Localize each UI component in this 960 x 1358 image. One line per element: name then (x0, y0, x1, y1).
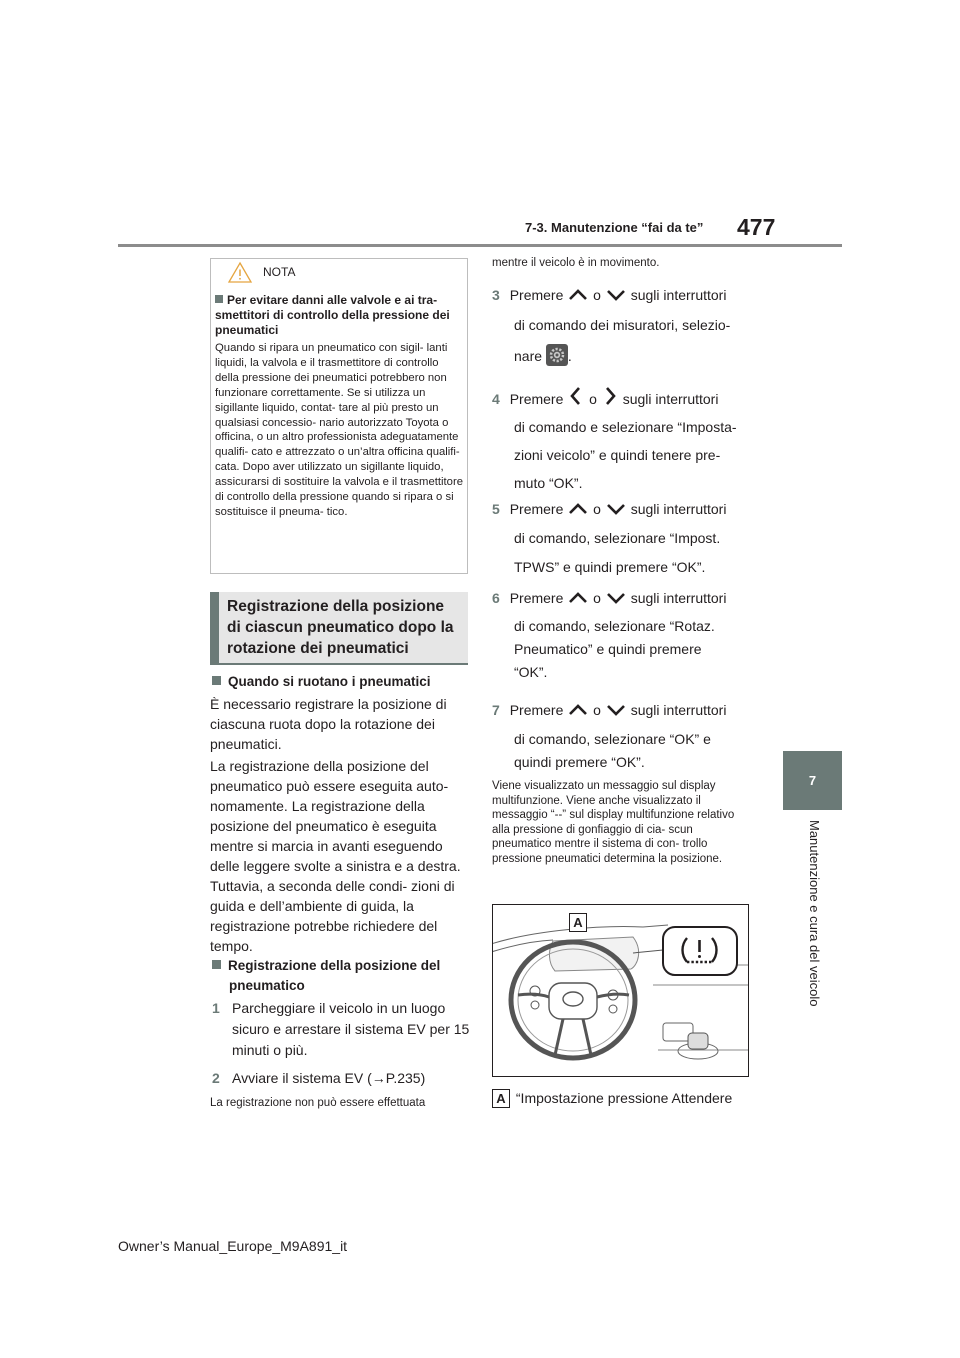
step-5-b: sugli interruttori (630, 501, 727, 517)
step-2-text-a: Avviare il sistema EV ( (232, 1070, 372, 1086)
step-6-e: “OK”. (514, 664, 548, 680)
subheading-rotation (212, 672, 468, 692)
step-6-number: 6 (492, 590, 500, 606)
step-5-number: 5 (492, 501, 500, 517)
chevron-down-icon (605, 590, 627, 606)
bullet-square-icon (215, 295, 223, 303)
step-4-or: o (589, 391, 597, 407)
step-7-or: o (593, 702, 601, 718)
step-6-b: sugli interruttori (630, 590, 727, 606)
page-number: 477 (737, 214, 776, 240)
subheading-registration-text: Registrazione della posizione del pneumatico (228, 958, 441, 993)
step-4-number: 4 (492, 391, 500, 407)
step-6 (492, 587, 752, 684)
heading-rule (210, 663, 468, 665)
step-7-number: 7 (492, 702, 500, 718)
step-3-d: nare (514, 348, 543, 364)
note-box (210, 258, 468, 574)
step-2-number: 2 (212, 1070, 220, 1086)
chevron-up-icon (567, 702, 589, 718)
step-4-b: sugli interruttori (622, 391, 719, 407)
callout-label-a: A (569, 913, 587, 932)
step-6-or: o (593, 590, 601, 606)
step-2-note-a: La registrazione non può essere effettuata (210, 1097, 426, 1109)
chevron-right-icon (601, 385, 619, 407)
steering-wheel-drawing (493, 905, 749, 1077)
step-1-number: 1 (212, 1000, 220, 1016)
paragraph-2: La registrazione della posizione del pneumatico può essere eseguita auto- nomamente. La registrazione della posizione del pneumatico è eseguita mentre si marcia in avanti eseguendo delle leggere svolte a sinistra e a destra. Tuttavia, a seconda delle condi- zioni di guida e dell’ambiente di guida, la registrazione potrebbe richiedere del tempo. (210, 758, 461, 954)
step-6-premere: Premere (509, 590, 564, 606)
chevron-down-icon (605, 287, 627, 303)
settings-gear-icon (546, 344, 568, 366)
dashboard-illustration (492, 904, 749, 1077)
warning-triangle-icon (227, 261, 253, 285)
step-3-or: o (593, 287, 601, 303)
step-3-c: di comando dei misuratori, selezio- (514, 317, 731, 333)
footer-text: Owner’s Manual_Europe_M9A891_it (118, 1238, 348, 1254)
step-3 (492, 284, 752, 368)
chevron-left-icon (567, 385, 585, 407)
page-reference-link[interactable]: P.235) (385, 1070, 426, 1086)
step-1-text: Parcheggiare il veicolo in un luogo sicuro e arrestare il sistema EV per 15 minuti o più. (232, 1000, 470, 1058)
step-7-note: Viene visualizzato un messaggio sul display multifunzione. Viene anche visualizzato il messaggio “--” sul display multifunzione relativo alla pressione di gonfiaggio di cia- scun pneumatico mentre il sistema di con- trollo pressione pneumatici determina la posizione. (492, 780, 735, 865)
step-5 (492, 498, 752, 579)
step-4-d: zioni veicolo” e quindi tenere pre- (514, 447, 721, 463)
step-3-number: 3 (492, 287, 500, 303)
step-4-e: muto “OK”. (514, 475, 583, 491)
bullet-square-icon (212, 676, 221, 685)
step-5-d: TPWS” e quindi premere “OK”. (514, 559, 706, 575)
paragraph-1: È necessario registrare la posizione di ciascuna ruota dopo la rotazione dei pneumatici. (210, 696, 447, 752)
chevron-up-icon (567, 501, 589, 517)
step-6-c: di comando, selezionare “Rotaz. (514, 618, 715, 634)
caption-text: “Impostazione pressione Attendere (515, 1090, 733, 1106)
step-1 (212, 998, 470, 1058)
step-3-e: . (567, 348, 572, 364)
step-7-d: quindi premere “OK”. (514, 754, 645, 770)
step-4-c: di comando e selezionare “Imposta- (514, 419, 737, 435)
arrow-right-icon: → (371, 1070, 386, 1086)
bullet-square-icon (212, 960, 221, 969)
step-7 (492, 699, 752, 774)
step-2-note-b: mentre il veicolo è in movimento. (492, 257, 660, 269)
note-body: Quando si ripara un pneumatico con sigil- lanti liquidi, la valvola e il trasmettitore di controllo della pressione dei pneumatici potrebbero non funzionare correttamente. Se si utilizza un sigillante liquido, contat- tare al più presto un qualsiasi concessio- nario autorizzato Toyota o officina, o un altro professionista adeguatamente qualifi- cato e attrezzato o un’altra officina qualifi- cata. Dopo aver utilizzato un sigillante liquido, assicurarsi di sostituire la valvola e il trasmettitore di controllo della pressione quando si ripara o si sostituisce il pneuma- tico. (215, 342, 463, 518)
step-7-premere: Premere (509, 702, 564, 718)
subheading-registration (212, 956, 466, 996)
note-label: NOTA (263, 265, 296, 279)
step-7-c: di comando, selezionare “OK” e (514, 731, 711, 747)
step-3-premere: Premere (509, 287, 564, 303)
step-7-b: sugli interruttori (630, 702, 727, 718)
note-subtitle (215, 293, 463, 338)
caption (492, 1088, 752, 1108)
chevron-up-icon (567, 590, 589, 606)
chevron-up-icon (567, 287, 589, 303)
note-header (211, 259, 467, 289)
section-heading (210, 592, 468, 664)
step-6-d: Pneumatico” e quindi premere (514, 641, 702, 657)
chapter-tab: 7 (783, 751, 842, 810)
header-rule (118, 244, 842, 247)
chapter-title-text: Manutenzione e cura del veicolo (807, 820, 822, 1007)
caption-label-a: A (492, 1089, 510, 1108)
section-heading-text: Registrazione della posizione di ciascun pneumatico dopo la rotazione dei pneumatici (227, 598, 454, 657)
step-5-or: o (593, 501, 601, 517)
step-2 (212, 1068, 466, 1088)
chevron-down-icon (605, 702, 627, 718)
step-3-b: sugli interruttori (630, 287, 727, 303)
step-5-c: di comando, selezionare “Impost. (514, 530, 721, 546)
step-4 (492, 385, 752, 495)
section-title: 7-3. Manutenzione “fai da te” (525, 220, 704, 235)
step-4-premere: Premere (509, 391, 564, 407)
step-5-premere: Premere (509, 501, 564, 517)
subheading-rotation-text: Quando si ruotano i pneumatici (228, 674, 431, 689)
chapter-title-vertical (800, 820, 830, 1020)
note-subtitle-text: Per evitare danni alle valvole e ai tra- smettitori di controllo della pressione dei pneumatici (215, 293, 450, 337)
chevron-down-icon (605, 501, 627, 517)
